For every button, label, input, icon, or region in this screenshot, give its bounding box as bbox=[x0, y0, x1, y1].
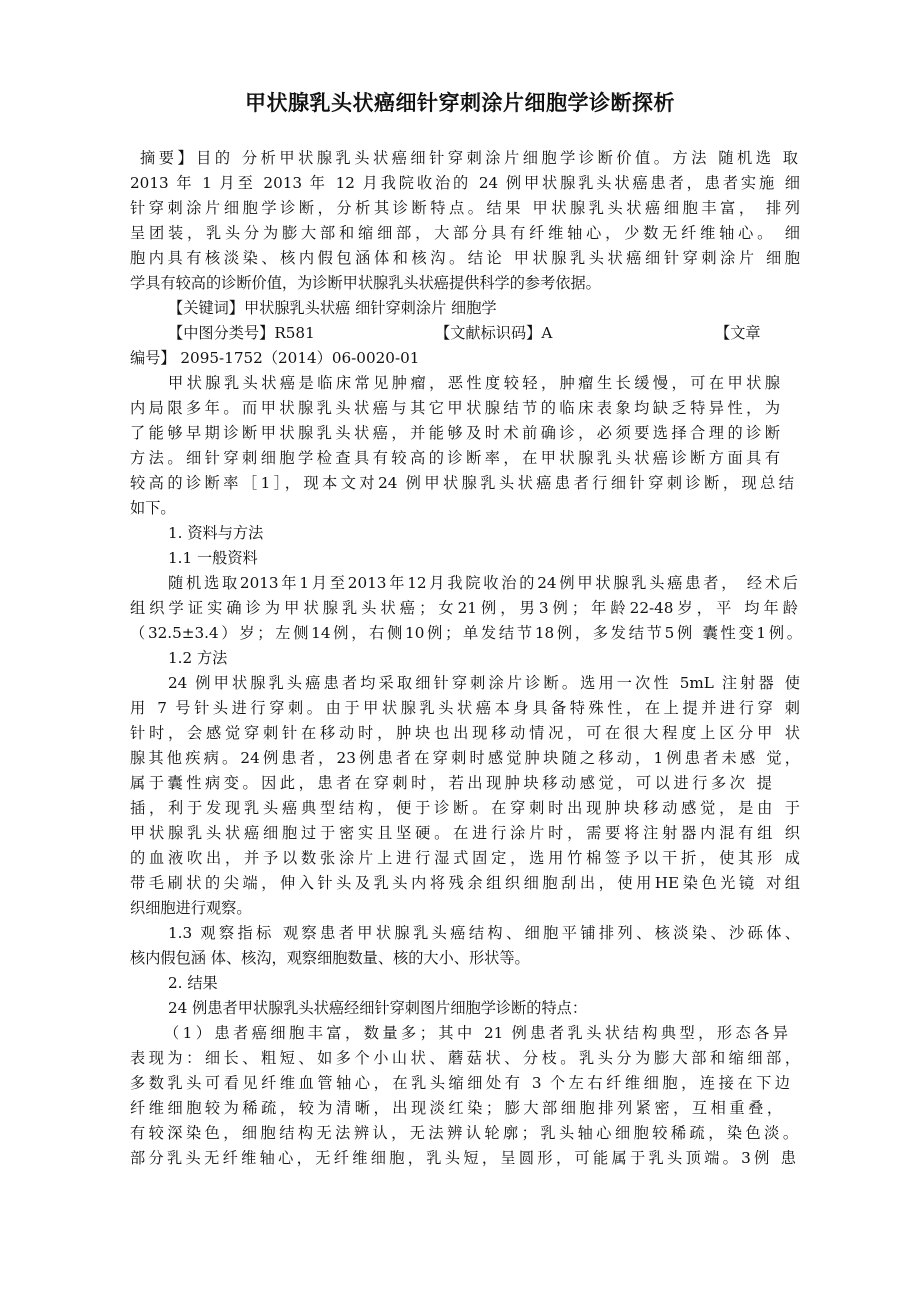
body-line: 腺其他疾病。24例患者，23例患者在穿刺时感觉肿块随之移动，1例患者未感 觉， bbox=[130, 749, 800, 767]
body-line: 方法。细针穿刺细胞学检查具有较高的诊断率，在甲状腺乳头状癌诊断方面具有 bbox=[130, 449, 780, 467]
body-line: 核内假包涵 体、核沟，观察细胞数量、核的大小、形状等。 bbox=[130, 949, 530, 967]
body-line: 插，利于发现乳头癌典型结构，便于诊断。在穿刺时出现肿块移动感觉，是由 于 bbox=[130, 799, 800, 817]
abstract-line: 针穿刺涂片细胞学诊断，分析其诊断特点。结果 甲状腺乳头状癌细胞丰富， 排列 bbox=[130, 199, 800, 217]
body-line: 多数乳头可看见纤维血管轴心，在乳头缩细处有 3 个左右纤维细胞，连接在下边 bbox=[130, 1074, 790, 1092]
body-line: 甲状腺乳头状癌是临床常见肿瘤，恶性度较轻，肿瘤生长缓慢，可在甲状腺 bbox=[168, 374, 780, 392]
body-line: 织细胞进行观察。 bbox=[130, 899, 252, 917]
clc-label: 【中图分类号】R581 bbox=[168, 324, 315, 342]
body-line: 内局限多年。而甲状腺乳头状癌与其它甲状腺结节的临床表象均缺乏特异性，为 bbox=[130, 399, 780, 417]
keywords-line: 【关键词】甲状腺乳头状癌 细针穿刺涂片 细胞学 bbox=[168, 299, 497, 317]
body-line: 的血液吹出，并予以数张涂片上进行湿式固定，选用竹棉签予以干折，使其形 成 bbox=[130, 849, 800, 867]
body-line: 了能够早期诊断甲状腺乳头状癌，并能够及时术前确诊，必须要选择合理的诊断 bbox=[130, 424, 780, 442]
body-line: 随机选取2013年1月至2013年12月我院收治的24例甲状腺乳头癌患者， 经术后 bbox=[168, 574, 798, 592]
body-line: 24 例甲状腺乳头癌患者均采取细针穿刺涂片诊断。选用一次性 5mL 注射器 使 bbox=[168, 674, 800, 692]
abstract-line: 呈团装，乳头分为膨大部和缩细部，大部分具有纤维轴心，少数无纤维轴心。 细 bbox=[130, 224, 800, 242]
section-heading: 1. 资料与方法 bbox=[168, 524, 264, 542]
body-line: （1）患者癌细胞丰富，数量多；其中 21 例患者乳头状结构典型，形态各异 bbox=[164, 1024, 788, 1042]
subsection-heading: 1.2 方法 bbox=[168, 649, 228, 667]
body-line: 用 7 号针头进行穿刺。由于甲状腺乳头状癌本身具备特殊性，在上提并进行穿 刺 bbox=[130, 699, 800, 717]
body-line: 带毛刷状的尖端，伸入针头及乳头内将残余组织细胞刮出，使用HE染色光镜 对组 bbox=[130, 874, 800, 892]
article-number-line: 编号】 2095-1752（2014）06-0020-01 bbox=[130, 349, 420, 367]
body-line: 针时，会感觉穿刺针在移动时，肿块也出现移动情况，可在很大程度上区分甲 状 bbox=[130, 724, 800, 742]
abstract-line: 学具有较高的诊断价值，为诊断甲状腺乳头状癌提供科学的参考依据。 bbox=[130, 274, 601, 292]
abstract-line: 2013 年 1 月至 2013 年 12 月我院收治的 24 例甲状腺乳头状癌患者，患者实施 细 bbox=[130, 174, 800, 192]
body-line: 甲状腺乳头状癌细胞过于密实且坚硬。在进行涂片时，需要将注射器内混有组 织 bbox=[130, 824, 800, 842]
doc-code-label: 【文献标识码】A bbox=[435, 324, 553, 342]
abstract-line: 摘要】目的 分析甲状腺乳头状癌细针穿刺涂片细胞学诊断价值。方法 随机选 取 bbox=[140, 149, 798, 167]
body-line: 组织学证实确诊为甲状腺乳头状癌；女21例，男3例；年龄22-48岁，平 均年龄 bbox=[130, 599, 798, 617]
abstract-line: 胞内具有核淡染、核内假包涵体和核沟。结论 甲状腺乳头状癌细针穿刺涂片 细胞 bbox=[130, 249, 800, 267]
body-line: 较高的诊断率［1］，现本文对24 例甲状腺乳头状癌患者行细针穿刺诊断，现总结 bbox=[130, 474, 794, 492]
body-line: 1.3 观察指标 观察患者甲状腺乳头癌结构、细胞平铺排列、核淡染、沙砾体、 bbox=[168, 924, 800, 942]
body-line: 表现为：细长、粗短、如多个小山状、蘑菇状、分枝。乳头分为膨大部和缩细部， bbox=[130, 1049, 800, 1067]
body-line: （32.5±3.4）岁；左侧14例，右侧10例；单发结节18例，多发结节5例 囊性变1例。 bbox=[130, 624, 802, 642]
classification-line bbox=[168, 321, 800, 346]
section-heading: 2. 结果 bbox=[168, 974, 218, 992]
body-line: 有较深染色，细胞结构无法辨认，无法辨认轮廓；乳头轴心细胞较稀疏，染色淡。 bbox=[130, 1124, 798, 1142]
body-line: 如下。 bbox=[130, 499, 176, 517]
article-no-label: 【文章 bbox=[715, 324, 761, 342]
body-line: 部分乳头无纤维轴心，无纤维细胞，乳头短，呈圆形，可能属于乳头顶端。3例 患 bbox=[130, 1149, 796, 1167]
body-line: 纤维细胞较为稀疏，较为清晰，出现淡红染；膨大部细胞排列紧密，互相重叠， bbox=[130, 1099, 782, 1117]
paper-title: 甲状腺乳头状癌细针穿刺涂片细胞学诊断探析 bbox=[245, 91, 675, 115]
body-line: 24 例患者甲状腺乳头状癌经细针穿刺图片细胞学诊断的特点： bbox=[168, 999, 588, 1017]
body-line: 属于囊性病变。因此，患者在穿刺时，若出现肿块移动感觉，可以进行多次 提 bbox=[130, 774, 772, 792]
subsection-heading: 1.1 一般资料 bbox=[168, 549, 258, 567]
